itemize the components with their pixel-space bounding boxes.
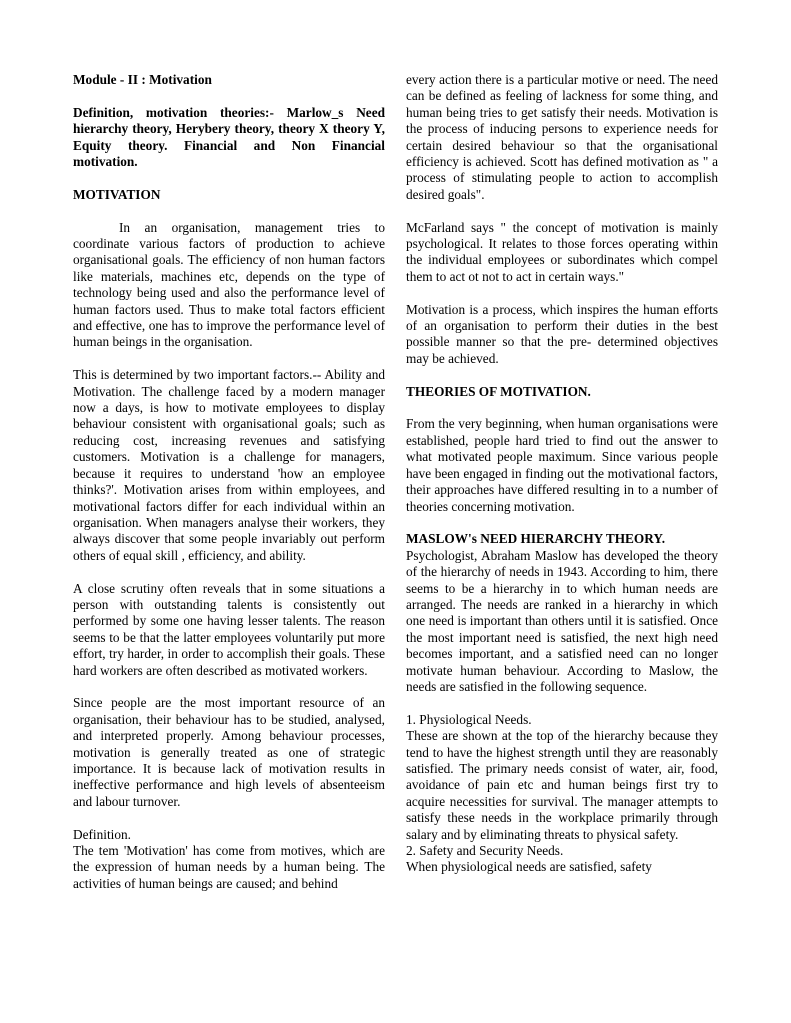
section-heading-motivation: MOTIVATION	[73, 186, 161, 202]
paragraph: Psychologist, Abraham Maslow has developed the theory of the hierarchy of needs in 1943. According to him, there seems to be a hierarchy in to which human needs are arranged. The needs are ranked in a hierarchy in which one need is important than others until it is satisfied. Once the most important need is satisfied, the next high need becomes important, and a satisfied need can no longer motivate human behaviour. According to Maslow, the needs are satisfied in the following sequence.	[406, 547, 718, 694]
module-title: Module - II : Motivation	[73, 72, 212, 87]
maslow-heading: MASLOW's NEED HIERARCHY THEORY.	[406, 531, 666, 547]
list-item-label: 2. Safety and Security Needs.	[406, 843, 564, 858]
left-column	[73, 72, 385, 892]
paragraph: every action there is a particular motive or need. The need can be defined as feeling of lackness for some thing, and human being tries to get satisfy their needs. Motivation is the process of inducing persons to experience needs for certain desired behaviour so that the organisational efficiency is achieved. Scott has defined motivation as " a process of stimulating people to action to accomplish desired goals".	[406, 72, 718, 202]
paragraph: This is determined by two important factors.-- Ability and Motivation. The challenge faced by a modern manager now a days, is how to motivate employees to display behaviour consistent with organisational goals; such as reducing cost, increasing revenues and satisfying customers. Motivation is a challenge for managers, because it requires to understand 'how an employee thinks?'. Motivation arises from within employees, and motivational factors differ for each individual within an organisation. When managers analyse their workers, they always discover that some people invariably out perform others of equal skill , efficiency, and ability.	[73, 367, 385, 563]
paragraph: In an organisation, management tries to coordinate various factors of production to achieve organisational goals. The efficiency of non human factors like materials, machines etc, depends on the type of technology being used and also the performance level of human factors used. Thus to make total factors efficient and effective, one has to improve the performance level of human beings in the organisation.	[73, 219, 385, 350]
paragraph: Motivation is a process, which inspires the human efforts of an organisation to perform their duties in the best possible manner so that the pre- determined objectives may be achieved.	[406, 301, 718, 366]
paragraph: A close scrutiny often reveals that in some situations a person with outstanding talents is consistently out performed by some one having lesser talents. The reason seems to be that the latter employees voluntarily put more effort, try harder, in order to accomplish their goals. These hard workers are often described as motivated workers.	[73, 580, 385, 678]
paragraph: The tem 'Motivation' has come from motives, which are the expression of human needs by a human being. The activities of human beings are caused; and behind	[73, 842, 385, 891]
theories-heading: THEORIES OF MOTIVATION.	[406, 383, 591, 399]
list-item-text: These are shown at the top of the hierarchy because they tend to have the highest strength until they are reasonably satisfied. The primary needs consist of water, air, food, avoidance of pain etc and human beings first try to acquire necessities for survival. The manager attempts to satisfy these needs in the workplace primarily through salary and by eliminating threats to physical safety.	[406, 728, 718, 842]
list-item-label: 1. Physiological Needs.	[406, 711, 532, 727]
right-column	[406, 72, 718, 876]
paragraph: From the very beginning, when human organisations were established, people hard tried to find out the answer to what motivated people maximum. Since various people have been engaged in finding out the motivational factors, their approaches have differed resulting in to a number of theories concerning motivation.	[406, 416, 718, 514]
definition-heading: Definition, motivation theories:- Marlow_s Need hierarchy theory, Herybery theory, theory X theory Y, Equity theory. Financial and Non Financial motivation.	[73, 104, 385, 170]
paragraph: Since people are the most important resource of an organisation, their behaviour has to be studied, analysed, and interpreted properly. Among behaviour processes, motivation is generally treated as one of strategic importance. It is because lack of motivation results in ineffective performance and high levels of absenteeism and labour turnover.	[73, 695, 385, 809]
list-item-text: When physiological needs are satisfied, safety	[406, 859, 652, 875]
definition-label: Definition.	[73, 826, 131, 842]
paragraph: McFarland says " the concept of motivation is mainly psychological. It relates to those forces operating within the individual employees or subordinates which compel them to act ot not to act in certain ways."	[406, 219, 718, 284]
